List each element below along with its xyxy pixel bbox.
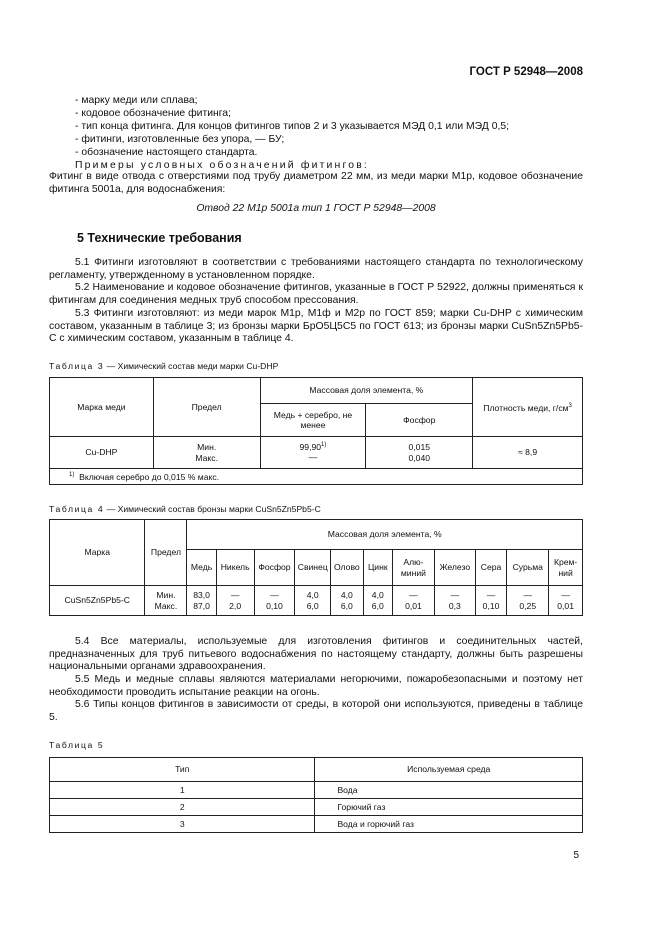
t4-value-max: 0,3 — [448, 600, 461, 611]
table3-caption — [49, 361, 278, 371]
t4-header-mass: Массовая доля элемента, % — [187, 520, 583, 550]
t3-density-sup: 3 — [568, 402, 572, 409]
t4-header-grade: Марка — [50, 520, 145, 586]
t3-footnote-text: Включая серебро до 0,015 % макс. — [79, 472, 220, 483]
document-header: ГОСТ Р 52948—2008 — [469, 66, 583, 78]
t4-element-value — [216, 586, 254, 616]
t3-header-density — [473, 378, 583, 437]
t4-value-max: 6,0 — [340, 600, 353, 611]
t3-cu-max: — — [308, 452, 318, 463]
t4-value-max: 2,0 — [229, 600, 242, 611]
t4-element-header: Медь — [187, 550, 216, 586]
t4-element-header: Олово — [331, 550, 364, 586]
table-row — [50, 816, 583, 833]
t4-element-value — [507, 586, 549, 616]
table-row — [50, 799, 583, 816]
t4-value-min: — — [523, 590, 533, 600]
t3-grade: Cu-DHP — [50, 437, 154, 469]
t4-value-min: 4,0 — [371, 590, 384, 600]
t4-element-value — [254, 586, 295, 616]
t4-element-value — [434, 586, 475, 616]
t4-element-header: Сера — [475, 550, 506, 586]
t4-value-max: 0,25 — [519, 600, 537, 611]
t4-element-value — [363, 586, 392, 616]
t5-type: 1 — [50, 782, 315, 799]
t4-element-value — [331, 586, 364, 616]
table-4 — [49, 519, 583, 616]
t4-value-max: 6,0 — [306, 600, 319, 611]
t3-footnote-mark: 1) — [69, 472, 75, 479]
table4-caption-label: Таблица 4 — [49, 504, 105, 514]
table-row — [50, 782, 583, 799]
t4-element-value — [549, 586, 583, 616]
t5-header-medium: Используемая среда — [315, 758, 583, 782]
t4-value-min: — — [270, 590, 279, 600]
t5-medium: Вода и горючий газ — [315, 816, 583, 833]
t3-p — [366, 437, 473, 469]
t4-value-max: 0,10 — [482, 600, 500, 611]
t5-type: 2 — [50, 799, 315, 816]
paragraph-5-5: 5.5 Медь и медные сплавы являются материалами негорючими, пожаробезопасными и поэтому нет необходимости проводить испытание реакции на огонь. — [49, 674, 583, 698]
t3-cu-sup: 1) — [321, 442, 327, 448]
t4-element-header: Железо — [434, 550, 475, 586]
t4-value-min: — — [230, 590, 240, 600]
t4-element-header: Никель — [216, 550, 254, 586]
t4-element-header: Цинк — [363, 550, 392, 586]
t3-footnote — [50, 469, 583, 485]
paragraph-5-3: 5.3 Фитинги изготовляют: из меди марок М1р, М1ф и М2р по ГОСТ 859; марки Cu-DHP с химическим составом, указанным в таблице 3; из бронзы марки БрО5Ц5С5 по ГОСТ 613; из бронзы марки CuSn5Zn5Pb5-C с химическим составом, указанным в таблице 4. — [49, 308, 583, 345]
paragraph-5-2: 5.2 Наименование и кодовое обозначение фитингов, указанные в ГОСТ Р 52922, должны применяться к фитингам для соединения медных труб способом прессования. — [49, 282, 583, 306]
t4-value-max: 0,01 — [557, 600, 574, 611]
t4-element-value — [475, 586, 506, 616]
t4-value-min: 4,0 — [306, 590, 319, 600]
t4-limit-min: Мин. — [156, 590, 176, 600]
t4-value-min: — — [486, 590, 496, 600]
t3-limit-min: Мин. — [197, 442, 217, 452]
t3-limit-max: Макс. — [195, 452, 218, 463]
t4-element-header: Алю-миний — [392, 550, 434, 586]
t4-value-min: 83,0 — [193, 590, 210, 600]
t3-cu-min-value: 99,90 — [299, 441, 322, 452]
t4-element-header: Сурьма — [507, 550, 549, 586]
t3-density: ≈ 8,9 — [473, 437, 583, 469]
t4-element-value — [392, 586, 434, 616]
t4-value-max: 0,01 — [405, 600, 422, 611]
t3-p-max: 0,040 — [408, 452, 431, 463]
section-title: 5 Технические требования — [77, 231, 242, 245]
list-item: - кодовое обозначение фитинга; — [75, 108, 231, 119]
t4-element-header: Фосфор — [254, 550, 295, 586]
t5-medium: Горючий газ — [315, 799, 583, 816]
t4-value-max: 6,0 — [371, 600, 384, 611]
t3-header-p: Фосфор — [366, 404, 473, 437]
example-text: Фитинг в виде отвода с отверстиями под трубу диаметром 22 мм, из меди марки М1р, кодовое обозначение фитинга 5001а, для водоснабжения: — [49, 171, 583, 195]
paragraph-5-1: 5.1 Фитинги изготовляют в соответствии с требованиями настоящего стандарта по технологическому регламенту, утвержденному в установленном порядке. — [49, 257, 583, 281]
t4-value-min: 4,0 — [340, 590, 353, 600]
t3-p-min: 0,015 — [408, 442, 431, 452]
t4-element-value — [187, 586, 216, 616]
page-number: 5 — [573, 850, 579, 861]
t3-cu-min — [261, 440, 366, 452]
table-5 — [49, 757, 583, 833]
table-3 — [49, 377, 583, 485]
t4-value-max: 87,0 — [193, 600, 210, 611]
t4-element-header: Свинец — [295, 550, 331, 586]
list-item: - тип конца фитинга. Для концов фитингов типов 2 и 3 указывается МЭД 0,1 или МЭД 0,5; — [75, 121, 510, 132]
t5-header-type: Тип — [50, 758, 315, 782]
table-row — [50, 586, 583, 616]
t5-type: 3 — [50, 816, 315, 833]
t3-limit — [153, 437, 260, 469]
list-item: - фитинги, изготовленные без упора, — БУ; — [75, 134, 285, 145]
t4-element-header: Крем-ний — [549, 550, 583, 586]
t5-medium: Вода — [315, 782, 583, 799]
example-designation: Отвод 22 М1р 5001а тип 1 ГОСТ Р 52948—2008 — [196, 203, 436, 214]
table4-caption — [49, 504, 321, 514]
t3-density-label: Плотность меди, г/см — [483, 402, 569, 413]
paragraph-5-4: 5.4 Все материалы, используемые для изготовления фитингов и соединительных частей, предназначенных для труб питьевого водоснабжения по настоящему стандарту, должны быть разрешены национальными органами здравоохранения. — [49, 636, 583, 673]
list-item: - обозначение настоящего стандарта. — [75, 147, 258, 158]
t4-element-value — [295, 586, 331, 616]
t3-header-mass: Массовая доля элемента, % — [260, 378, 473, 404]
t4-value-min: — — [450, 590, 460, 600]
t3-header-grade: Марка меди — [50, 378, 154, 437]
t4-limit-max: Макс. — [154, 600, 178, 611]
t4-value-min: — — [561, 590, 570, 600]
examples-heading: Примеры условных обозначений фитингов: — [75, 160, 370, 171]
table5-caption: Таблица 5 — [49, 740, 105, 750]
table3-caption-text: — Химический состав меди марки Cu-DHP — [104, 361, 279, 371]
t3-cu — [260, 437, 366, 469]
t4-limit — [145, 586, 187, 616]
t3-header-limit: Предел — [153, 378, 260, 437]
table3-caption-label: Таблица 3 — [49, 361, 105, 371]
table4-caption-text: — Химический состав бронзы марки CuSn5Zn5Pb5-C — [104, 504, 321, 514]
t4-value-min: — — [409, 590, 418, 600]
t4-grade: CuSn5Zn5Pb5-C — [50, 586, 145, 616]
t4-value-max: 0,10 — [266, 600, 283, 611]
table-row — [50, 437, 583, 469]
list-item: - марку меди или сплава; — [75, 95, 198, 106]
t3-header-cu: Медь + серебро, не менее — [260, 404, 366, 437]
t4-header-limit: Предел — [145, 520, 187, 586]
paragraph-5-6: 5.6 Типы концов фитингов в зависимости от среды, в которой они используются, приведены в таблице 5. — [49, 699, 583, 723]
